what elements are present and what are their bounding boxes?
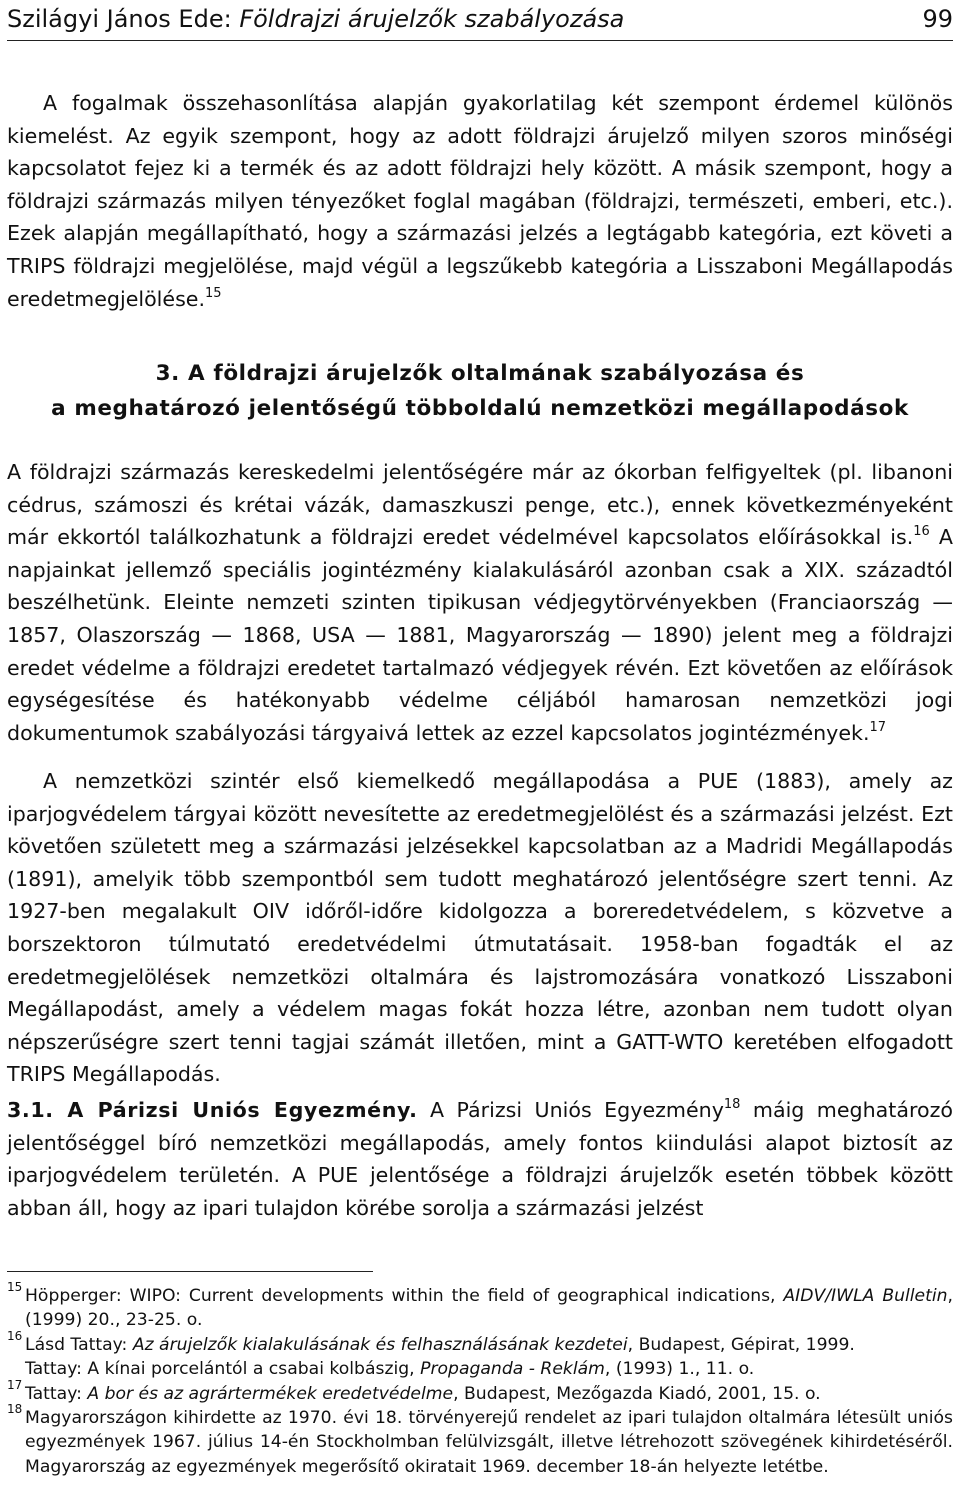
section-heading-line1: 3. A földrajzi árujelzők oltalmának szabályozása és [155,361,805,386]
header-author: Szilágyi János Ede: [7,5,232,33]
footnote-text: Tattay: [25,1383,88,1404]
footnote-text: Tattay: A kínai porcelántól a csabai kolbászig, [25,1359,421,1380]
footnote-italic: AIDV/IWLA Bulletin [783,1286,948,1306]
paragraph-text: A földrajzi származás kereskedelmi jelentőségére már az ókorban felfigyeltek (pl. libanoni cédrus, számoszi és krétai vázák, damaszkuszi penge, etc.), ennek következményeként már ekkortól találkozhatunk a földrajzi eredet védelmével kapcsolatos előírásokkal is. [7,460,953,550]
footnote-text: , Budapest, Mezőgazda Kiadó, 2001, 15. o. [453,1383,821,1404]
footnote-text: , (1993) 1., 11. o. [604,1359,755,1380]
footnote-mark: 18 [7,1402,23,1417]
page-number: 99 [922,5,953,33]
header-rule [7,40,953,41]
footnote-15 [7,1280,954,1333]
footnote-16 [7,1328,953,1382]
footnote-text: , Budapest, Gépirat, 1999. [627,1334,855,1355]
footnote-ref-16[interactable]: 16 [913,524,930,540]
footnote-text: Lásd Tattay: [25,1334,133,1355]
footnote-mark: 17 [7,1377,23,1392]
paragraph-text: máig meghatározó jelentőséggel bíró nemzetközi megállapodás, amely fontos kiindulási alapot biztosít az iparjogvédelem területén. A PUE jelentősége a földrajzi árujelzők esetén többek között abban áll, hogy az ipari tulajdon körébe sorolja a származási jelzést [7,1098,953,1220]
footnote-18 [7,1402,953,1479]
footnote-italic: Propaganda - Reklám [420,1359,605,1380]
running-header [7,4,953,34]
paragraph-comparison [7,87,953,315]
header-title: Földrajzi árujelzők szabályozása [239,5,625,33]
footnote-ref-15[interactable]: 15 [205,285,222,301]
subsection-heading: 3.1. A Párizsi Uniós Egyezmény. [7,1098,418,1122]
paragraph-history [7,456,953,749]
footnote-mark: 15 [7,1280,23,1294]
paragraph-text: A Párizsi Uniós Egyezmény [417,1098,724,1122]
footnote-mark: 16 [7,1328,23,1343]
footnote-text: , (1999) 20., 23-25. o. [25,1286,954,1331]
footnotes [7,1280,954,1479]
footnote-italic: A bor és az agrártermékek eredetvédelme [87,1383,454,1404]
footnote-separator [7,1271,373,1272]
footnote-17 [7,1377,953,1406]
paragraph-pue [7,1094,953,1224]
footnote-ref-17[interactable]: 17 [869,719,887,735]
footnote-italic: Az árujelzők kialakulásának és felhasználásának kezdetei [132,1334,628,1355]
paragraph-international [7,765,953,1091]
paragraph-text: A nemzetközi szintér első kiemelkedő megállapodása a PUE (1883), amely az iparjogvédelem tárgyai között nevesítette az eredetmegjelölést és a származási jelzést. Ezt követően született meg a származási jelzésekkel kapcsolatban az a Madridi Megállapodás (1891), amelyik több szempontból sem tudott meghatározó jelentőségre szert tenni. Az 1927-ben megalakult OIV időről-időre kidolgozza a boreredetvédelem, s közvetve a borszektoron túlmutató eredetvédelmi útmutatásait. 1958-ban fogadták el az eredetmegjelölések nemzetközi oltalmára és lajstromozására vonatkozó Lisszaboni Megállapodást, amely a védelem magas fokát hozza létre, azonban nem tudott olyan népszerűségre szert tenni tagjai számát illetően, mint a GATT-WTO keretében elfogadott TRIPS Megállapodás. [7,769,953,1087]
footnote-ref-18[interactable]: 18 [723,1097,741,1112]
paragraph-text: A fogalmak összehasonlítása alapján gyakorlatilag két szempont érdemel különös kiemelést. Az egyik szempont, hogy az adott földrajzi árujelző milyen szoros minőségi kapcsolatot fejez ki a termék és az adott földrajzi hely között. A másik szempont, hogy a földrajzi származás milyen tényezőket foglal magában (földrajzi, természeti, emberi, etc.). Ezek alapján megállapítható, hogy a származási jelzés a legtágabb kategória, ezt követi a TRIPS földrajzi megjelölése, majd végül a legszűkebb kategória a Lisszaboni Megállapodás eredetmegjelölése. [7,91,953,311]
section-heading-line2: a meghatározó jelentőségű többoldalú nemzetközi megállapodások [51,396,909,421]
footnote-text: Magyarországon kihirdette az 1970. évi 18. törvényerejű rendelet az ipari tulajdon oltalmára létesült uniós egyezmények 1967. július 14-én Stockholmban felülvizsgált, illetve létrehozott szövegének kihirdetéséről. Magyarország az egyezmények megerősítő okiratait 1969. december 18-án helyezte letétbe. [25,1408,953,1477]
paragraph-text: A napjainkat jellemző speciális jogintézmény kialakulásáról azonban csak a XIX. századtól beszélhetünk. Eleinte nemzeti szinten tipikusan védjegytörvényekben (Franciaország — 1857, Olaszország — 1868, USA — 1881, Magyarország — 1890) jelent meg a földrajzi eredet védelme a földrajzi eredetet tartalmazó védjegyek révén. Ezt követően az előírások egységesítése és hatékonyabb védelme céljából hamarosan nemzetközi jogi dokumentumok szabályozási tárgyaivá lettek az ezzel kapcsolatos jogintézmények. [7,525,953,745]
footnote-text: Höpperger: WIPO: Current developments within the field of geographical indications, [25,1286,784,1306]
